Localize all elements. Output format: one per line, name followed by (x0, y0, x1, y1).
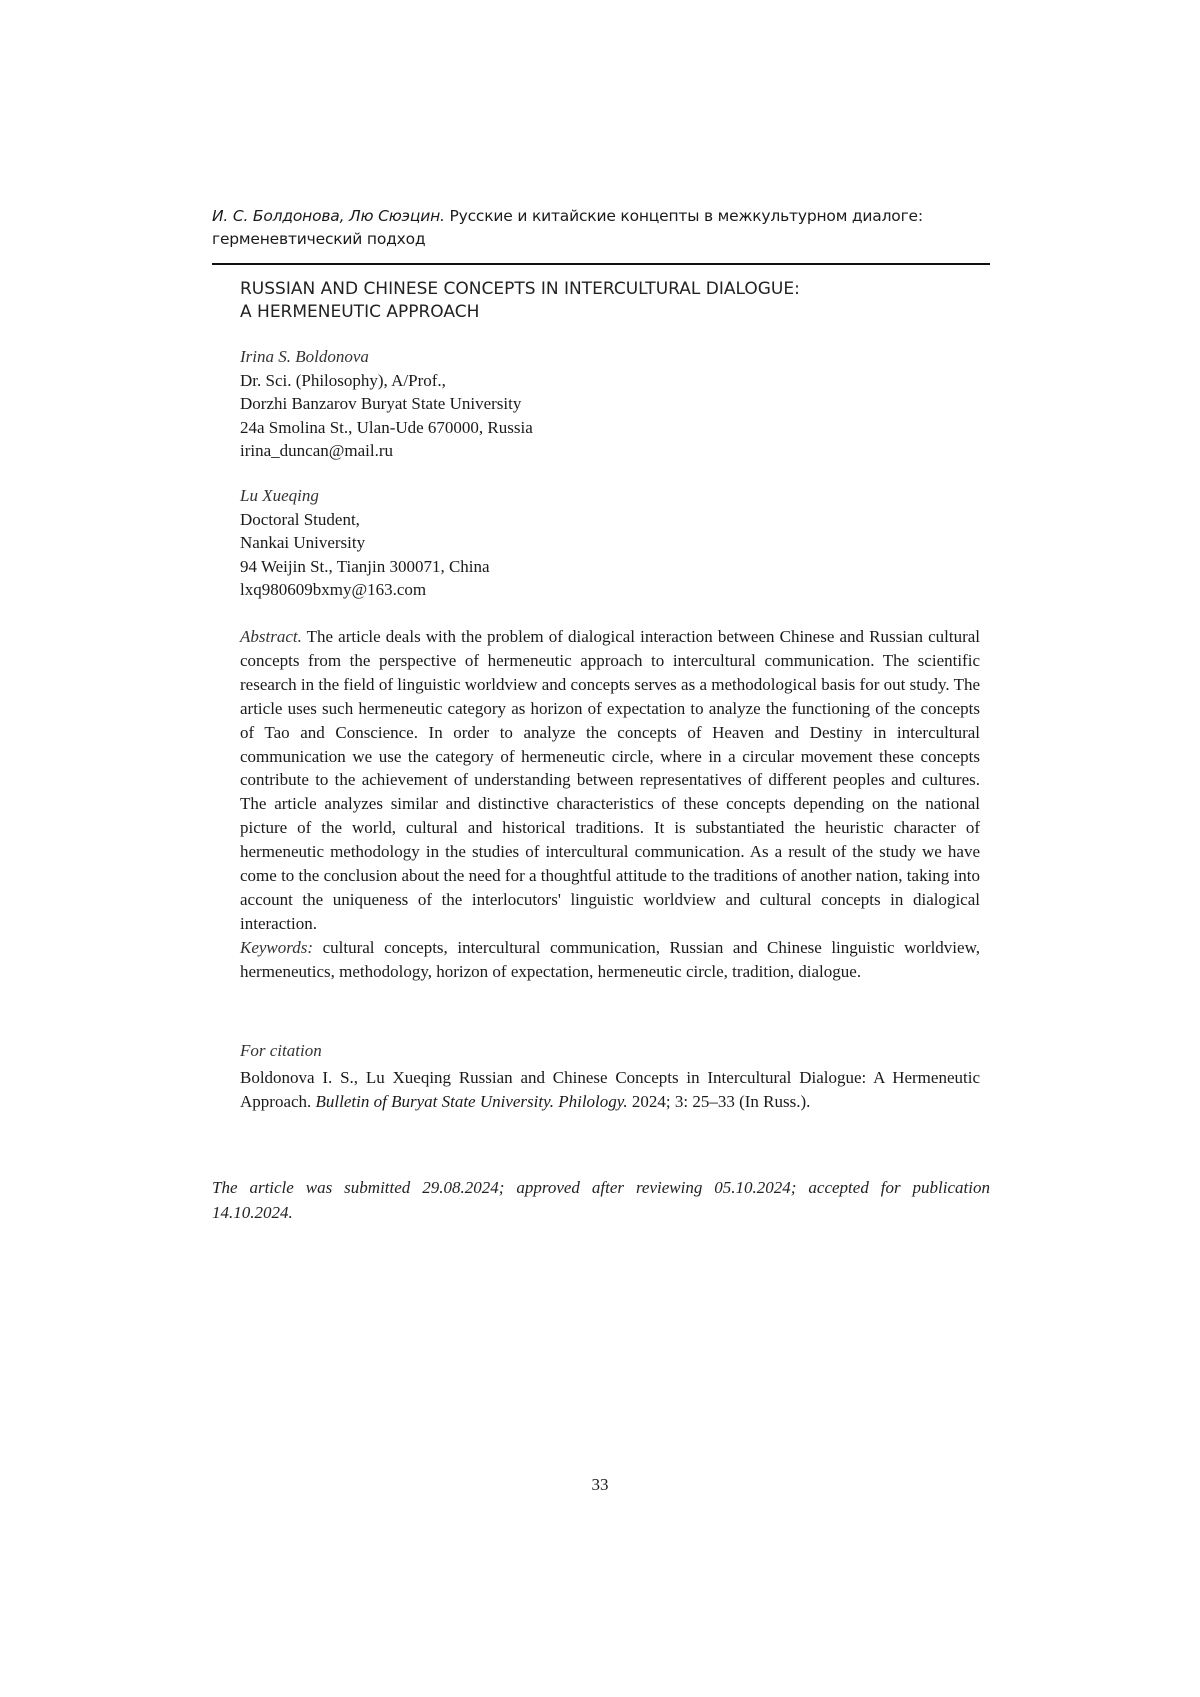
article-title (240, 278, 980, 324)
author-name: Irina S. Boldonova (240, 345, 533, 369)
page-number: 33 (0, 1475, 1200, 1495)
citation-journal: Bulletin of Buryat State University. Philology. (316, 1092, 628, 1111)
author-affiliation: Dorzhi Banzarov Buryat State University (240, 392, 533, 416)
header-rule (212, 263, 990, 265)
abstract-section (240, 625, 980, 984)
author-email: irina_duncan@mail.ru (240, 439, 533, 463)
article-title-line1: RUSSIAN AND CHINESE CONCEPTS IN INTERCULTURAL DIALOGUE: (240, 279, 800, 299)
author-email: lxq980609bxmy@163.com (240, 578, 490, 602)
running-head-title: Русские и китайские концепты в межкультурном диалоге: (449, 207, 922, 225)
submission-dates: The article was submitted 29.08.2024; approved after reviewing 05.10.2024; accepted for publication 14.10.2024. (212, 1175, 990, 1225)
keywords-label: Keywords: (240, 938, 313, 957)
author-address: 94 Weijin St., Tianjin 300071, China (240, 555, 490, 579)
keywords-text: cultural concepts, intercultural communication, Russian and Chinese linguistic worldview, hermeneutics, methodology, horizon of expectation, hermeneutic circle, tradition, dialogue. (240, 938, 980, 981)
keywords-paragraph (240, 936, 980, 984)
running-head (212, 205, 1002, 251)
citation (240, 1066, 980, 1113)
author-name: Lu Xueqing (240, 484, 490, 508)
author-block-1 (240, 345, 533, 463)
citation-suffix: 2024; 3: 25–33 (In Russ.). (632, 1092, 811, 1111)
running-head-title-cont: герменевтический подход (212, 230, 425, 248)
author-address: 24a Smolina St., Ulan-Ude 670000, Russia (240, 416, 533, 440)
abstract-paragraph (240, 625, 980, 936)
author-block-2 (240, 484, 490, 602)
abstract-text: The article deals with the problem of dialogical interaction between Chinese and Russian cultural concepts from the perspective of hermeneutic approach to intercultural com­munication. The scientific research in the field of linguistic worldview and concepts serves as a methodological basis for out study. The article uses such hermeneutic category as hori­zon of expectation to analyze the functioning of the concepts of Tao and Conscience. In order to analyze the concepts of Heaven and Destiny in intercultural communication we use the category of hermeneutic circle, where in a circular movement these concepts contribute to the achievement of understanding between representatives of different peoples and cultures. The article analyzes similar and distinctive characteristics of these concepts depending on the national picture of the world, cultural and historical traditions. It is substantiated the heuristic character of hermeneutic methodology in the studies of intercultural communication. As a result of the study we have come to the conclusion about the need for a thoughtful attitude to the traditions of another nation, taking into account the uniqueness of the interlocutors' linguis­tic worldview and cultural concepts in dialogical interaction. (240, 627, 980, 933)
author-degree: Dr. Sci. (Philosophy), A/Prof., (240, 369, 533, 393)
abstract-label: Abstract. (240, 627, 302, 646)
citation-label: For citation (240, 1041, 322, 1061)
author-affiliation: Nankai University (240, 531, 490, 555)
author-degree: Doctoral Student, (240, 508, 490, 532)
citation-prefix: Boldonova I. S., Lu Xueqing Russian and Chinese Concepts in Intercultural Dialogue: A Hermeneutic Approach. (240, 1068, 980, 1111)
running-head-authors: И. С. Болдонова, Лю Сюэцин. (212, 207, 445, 225)
article-title-line2: A HERMENEUTIC APPROACH (240, 302, 479, 322)
